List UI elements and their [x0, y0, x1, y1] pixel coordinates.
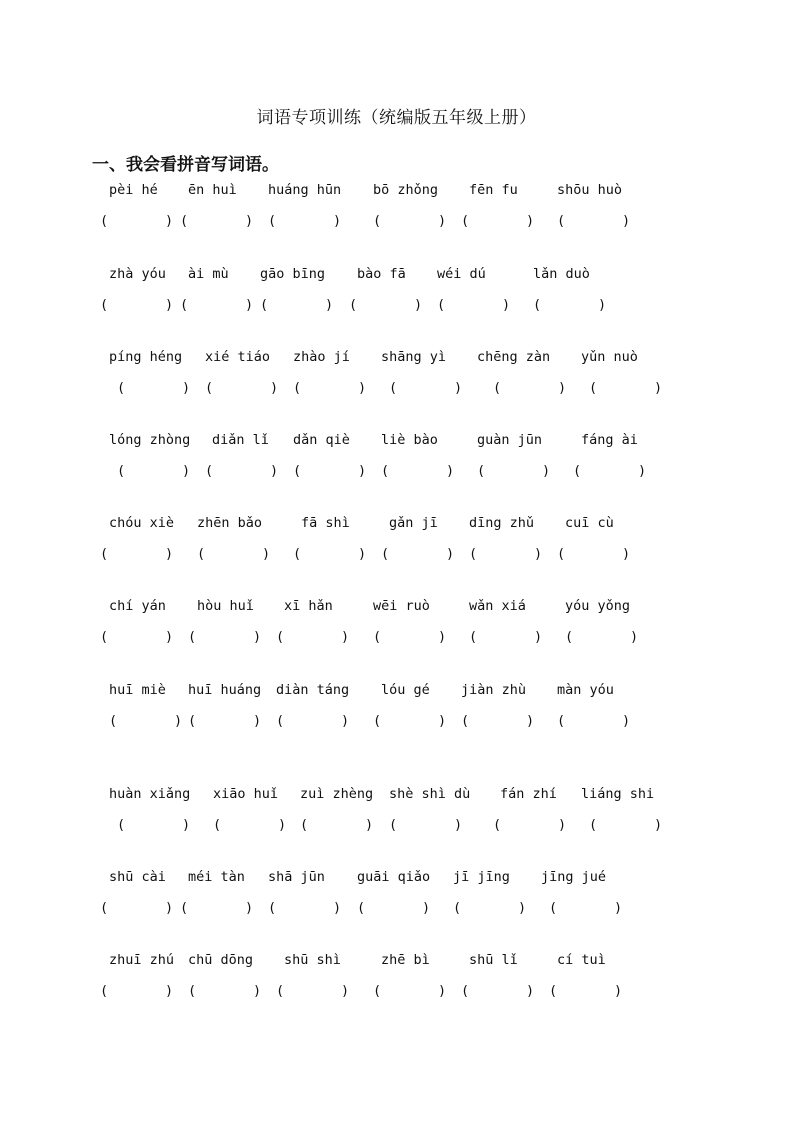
answer-blank[interactable]: ( ) — [109, 713, 183, 729]
pinyin-label: zhuī zhú — [109, 952, 175, 968]
answer-blank[interactable]: ( ) — [381, 546, 455, 562]
pinyin-label: jī jīng — [453, 869, 510, 885]
pinyin-label: liáng shi — [581, 786, 655, 802]
pinyin-label: zhà yóu — [109, 266, 166, 282]
answer-blank[interactable]: ( ) — [389, 817, 463, 833]
exercise-row — [0, 266, 793, 336]
answer-blank[interactable]: ( ) — [117, 380, 191, 396]
pinyin-label: shā jūn — [268, 869, 325, 885]
pinyin-label: guāi qiǎo — [357, 869, 431, 885]
pinyin-label: pèi hé — [109, 182, 158, 198]
answer-blank[interactable]: ( ) — [117, 463, 191, 479]
answer-blank[interactable]: ( ) — [389, 380, 463, 396]
answer-blank[interactable]: ( ) — [300, 817, 374, 833]
answer-blank[interactable]: ( ) — [373, 983, 447, 999]
answer-blank[interactable]: ( ) — [188, 629, 262, 645]
answer-blank[interactable]: ( ) — [533, 297, 607, 313]
answer-blank[interactable]: ( ) — [188, 713, 262, 729]
answer-blank[interactable]: ( ) — [205, 380, 279, 396]
answer-blank[interactable]: ( ) — [589, 817, 663, 833]
answer-blank[interactable]: ( ) — [469, 546, 543, 562]
pinyin-label: chēng zàn — [477, 349, 551, 365]
pinyin-label: huàn xiǎng — [109, 786, 191, 802]
pinyin-label: shāng yì — [381, 349, 447, 365]
page-title: 词语专项训练（统编版五年级上册） — [256, 108, 537, 128]
answer-blank[interactable]: ( ) — [100, 629, 174, 645]
answer-blank[interactable]: ( ) — [357, 900, 431, 916]
pinyin-label: gǎn jī — [389, 515, 438, 531]
answer-blank[interactable]: ( ) — [268, 900, 342, 916]
answer-blank[interactable]: ( ) — [100, 297, 174, 313]
answer-blank[interactable]: ( ) — [549, 983, 623, 999]
answer-blank[interactable]: ( ) — [493, 380, 567, 396]
answer-blank[interactable]: ( ) — [381, 463, 455, 479]
pinyin-label: huī miè — [109, 682, 166, 698]
answer-blank[interactable]: ( ) — [557, 213, 631, 229]
pinyin-label: diǎn lǐ — [212, 432, 269, 448]
pinyin-label: shū cài — [109, 869, 166, 885]
pinyin-label: fēn fu — [469, 182, 518, 198]
pinyin-label: shè shì dù — [389, 786, 471, 802]
pinyin-label: lǎn duò — [533, 266, 590, 282]
pinyin-label: dǎn qiè — [293, 432, 350, 448]
answer-blank[interactable]: ( ) — [197, 546, 271, 562]
section-heading: 一、我会看拼音写词语。 — [92, 155, 279, 175]
answer-blank[interactable]: ( ) — [461, 713, 535, 729]
answer-blank[interactable]: ( ) — [180, 213, 254, 229]
answer-blank[interactable]: ( ) — [373, 213, 447, 229]
exercise-row — [0, 952, 793, 1022]
pinyin-label: zuì zhèng — [300, 786, 374, 802]
pinyin-label: xiāo huǐ — [213, 786, 279, 802]
pinyin-label: wǎn xiá — [469, 598, 526, 614]
answer-blank[interactable]: ( ) — [557, 713, 631, 729]
pinyin-label: wēi ruò — [373, 598, 430, 614]
pinyin-label: xié tiáo — [205, 349, 271, 365]
answer-blank[interactable]: ( ) — [437, 297, 511, 313]
answer-blank[interactable]: ( ) — [276, 713, 350, 729]
answer-blank[interactable]: ( ) — [205, 463, 279, 479]
exercise-row — [0, 682, 793, 752]
pinyin-label: fáng ài — [581, 432, 638, 448]
answer-blank[interactable]: ( ) — [276, 629, 350, 645]
answer-blank[interactable]: ( ) — [293, 546, 367, 562]
answer-blank[interactable]: ( ) — [268, 213, 342, 229]
answer-blank[interactable]: ( ) — [469, 629, 543, 645]
pinyin-label: shōu huò — [557, 182, 623, 198]
answer-blank[interactable]: ( ) — [276, 983, 350, 999]
pinyin-label: zhēn bǎo — [197, 515, 263, 531]
answer-blank[interactable]: ( ) — [180, 900, 254, 916]
answer-blank[interactable]: ( ) — [293, 463, 367, 479]
answer-blank[interactable]: ( ) — [100, 900, 174, 916]
pinyin-label: yóu yǒng — [565, 598, 631, 614]
pinyin-label: shū lǐ — [469, 952, 518, 968]
pinyin-label: chóu xiè — [109, 515, 175, 531]
answer-blank[interactable]: ( ) — [461, 213, 535, 229]
answer-blank[interactable]: ( ) — [100, 546, 174, 562]
pinyin-label: zhào jí — [293, 349, 350, 365]
answer-blank[interactable]: ( ) — [565, 629, 639, 645]
answer-blank[interactable]: ( ) — [549, 900, 623, 916]
pinyin-label: chū dōng — [188, 952, 254, 968]
pinyin-label: diàn táng — [276, 682, 350, 698]
pinyin-label: hòu huǐ — [197, 598, 254, 614]
pinyin-label: jīng jué — [541, 869, 607, 885]
answer-blank[interactable]: ( ) — [293, 380, 367, 396]
pinyin-label: huáng hūn — [268, 182, 342, 198]
exercise-row — [0, 786, 793, 856]
answer-blank[interactable]: ( ) — [100, 213, 174, 229]
pinyin-label: cí tuì — [557, 952, 606, 968]
answer-blank[interactable]: ( ) — [373, 713, 447, 729]
pinyin-label: lóng zhòng — [109, 432, 191, 448]
pinyin-label: ēn huì — [188, 182, 237, 198]
pinyin-label: guàn jūn — [477, 432, 543, 448]
pinyin-label: huī huáng — [188, 682, 262, 698]
answer-blank[interactable]: ( ) — [180, 297, 254, 313]
pinyin-label: shū shì — [284, 952, 341, 968]
pinyin-label: bào fā — [357, 266, 406, 282]
exercise-row — [0, 598, 793, 668]
pinyin-label: xī hǎn — [284, 598, 333, 614]
pinyin-label: wéi dú — [437, 266, 486, 282]
exercise-row — [0, 349, 793, 419]
answer-blank[interactable]: ( ) — [373, 629, 447, 645]
answer-blank[interactable]: ( ) — [260, 297, 334, 313]
answer-blank[interactable]: ( ) — [477, 463, 551, 479]
pinyin-label: màn yóu — [557, 682, 614, 698]
pinyin-label: chí yán — [109, 598, 166, 614]
answer-blank[interactable]: ( ) — [493, 817, 567, 833]
answer-blank[interactable]: ( ) — [100, 983, 174, 999]
answer-blank[interactable]: ( ) — [573, 463, 647, 479]
answer-blank[interactable]: ( ) — [117, 817, 191, 833]
pinyin-label: cuī cù — [565, 515, 614, 531]
pinyin-label: méi tàn — [188, 869, 245, 885]
answer-blank[interactable]: ( ) — [213, 817, 287, 833]
exercise-row — [0, 182, 793, 252]
pinyin-label: fā shì — [301, 515, 350, 531]
pinyin-label: jiàn zhù — [461, 682, 527, 698]
pinyin-label: gāo bīng — [260, 266, 326, 282]
pinyin-label: píng héng — [109, 349, 183, 365]
pinyin-label: fán zhí — [500, 786, 557, 802]
answer-blank[interactable]: ( ) — [557, 546, 631, 562]
pinyin-label: yǔn nuò — [581, 349, 638, 365]
pinyin-label: dīng zhǔ — [469, 515, 535, 531]
pinyin-label: lóu gé — [381, 682, 430, 698]
pinyin-label: ài mù — [188, 266, 229, 282]
exercise-row — [0, 432, 793, 502]
answer-blank[interactable]: ( ) — [188, 983, 262, 999]
pinyin-label: zhē bì — [381, 952, 430, 968]
pinyin-label: liè bào — [381, 432, 438, 448]
answer-blank[interactable]: ( ) — [589, 380, 663, 396]
exercise-row — [0, 869, 793, 939]
exercise-row — [0, 515, 793, 585]
pinyin-label: bō zhǒng — [373, 182, 439, 198]
answer-blank[interactable]: ( ) — [453, 900, 527, 916]
answer-blank[interactable]: ( ) — [461, 983, 535, 999]
answer-blank[interactable]: ( ) — [349, 297, 423, 313]
